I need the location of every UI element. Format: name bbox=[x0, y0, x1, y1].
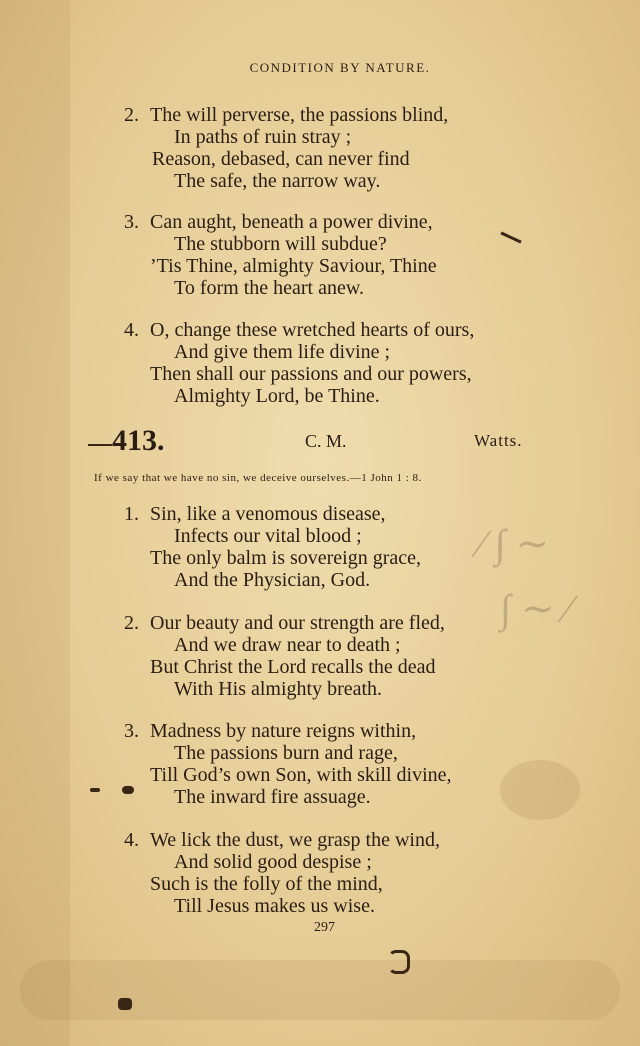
verse-line: Then shall our passions and our powers, bbox=[150, 363, 472, 385]
stanza-number: 3. bbox=[124, 720, 139, 742]
verse-line: The will perverse, the passions blind, bbox=[150, 104, 449, 126]
verse-line: The safe, the narrow way. bbox=[174, 170, 381, 192]
verse-line: Till Jesus makes us wise. bbox=[174, 895, 375, 917]
verse-line: ’Tis Thine, almighty Saviour, Thine bbox=[150, 255, 437, 277]
stanza-number: 2. bbox=[124, 104, 139, 126]
stanza-number: 2. bbox=[124, 612, 139, 634]
verse-line: The stubborn will subdue? bbox=[174, 233, 387, 255]
verse-line: To form the heart anew. bbox=[174, 277, 364, 299]
bottom-stain bbox=[20, 960, 620, 1020]
verse-line: The only balm is sovereign grace, bbox=[150, 547, 422, 569]
stanza-number: 4. bbox=[124, 829, 139, 851]
verse-line: Reason, debased, can never find bbox=[152, 148, 410, 170]
verse-line: Such is the folly of the mind, bbox=[150, 873, 383, 895]
page-number: 297 bbox=[314, 920, 335, 935]
verse-line: Madness by nature reigns within, bbox=[150, 720, 417, 742]
verse-line: And give them life divine ; bbox=[174, 341, 391, 363]
verse-line: The passions burn and rage, bbox=[174, 742, 398, 764]
ink-blot bbox=[388, 950, 410, 974]
verse-line: Almighty Lord, be Thine. bbox=[174, 385, 380, 407]
ink-dash-mark bbox=[88, 444, 112, 446]
verse-line: In paths of ruin stray ; bbox=[174, 126, 352, 148]
running-head: CONDITION BY NATURE. bbox=[249, 60, 431, 75]
verse-line: O, change these wretched hearts of ours, bbox=[150, 319, 475, 341]
page-edge-shading bbox=[0, 0, 70, 1046]
verse-line: Till God’s own Son, with skill divine, bbox=[150, 764, 452, 786]
verse-line: The inward fire assuage. bbox=[174, 786, 371, 808]
ink-blot bbox=[90, 788, 100, 792]
hymn-author: Watts. bbox=[474, 431, 523, 450]
verse-line: Can aught, beneath a power divine, bbox=[150, 211, 433, 233]
stanza-number: 1. bbox=[124, 503, 139, 525]
verse-line: Our beauty and our strength are fled, bbox=[150, 612, 445, 634]
ink-blot bbox=[118, 998, 132, 1010]
hymn-number: 413. bbox=[112, 424, 165, 457]
verse-line: But Christ the Lord recalls the dead bbox=[150, 656, 436, 678]
verse-line: We lick the dust, we grasp the wind, bbox=[150, 829, 440, 851]
ink-blot bbox=[122, 786, 134, 794]
scripture-epigraph: If we say that we have no sin, we deceive ourselves.—1 John 1 : 8. bbox=[94, 472, 422, 484]
foxing-stain bbox=[500, 760, 580, 820]
verse-line: And we draw near to death ; bbox=[174, 634, 401, 656]
verse-line: And the Physician, God. bbox=[174, 569, 371, 591]
hymn-meter: C. M. bbox=[305, 431, 347, 451]
stanza-number: 3. bbox=[124, 211, 139, 233]
verse-line: And solid good despise ; bbox=[174, 851, 372, 873]
verse-line: Infects our vital blood ; bbox=[174, 525, 362, 547]
verse-line: Sin, like a venomous disease, bbox=[150, 503, 386, 525]
verse-line: With His almighty breath. bbox=[174, 678, 383, 700]
pencil-scribble: ∕ ∫ ∼ bbox=[478, 521, 550, 566]
ink-blot bbox=[500, 231, 521, 243]
stanza-number: 4. bbox=[124, 319, 139, 341]
pencil-scribble: ∫ ∼ ∕ bbox=[500, 586, 572, 631]
